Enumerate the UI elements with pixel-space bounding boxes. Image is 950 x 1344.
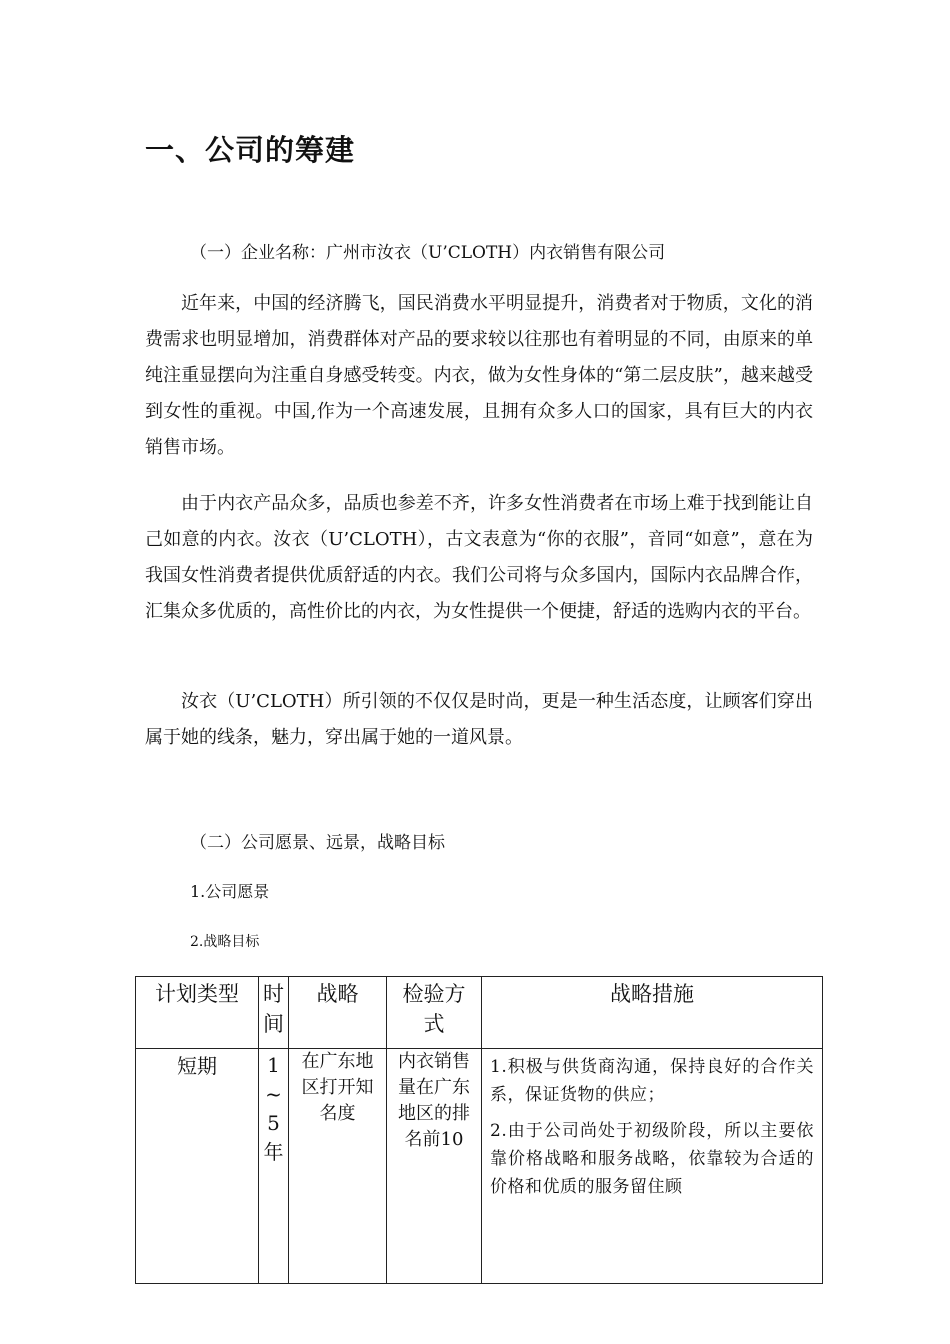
page-title: 一、公司的筹建 (145, 133, 356, 167)
table-row (136, 1049, 823, 1284)
cell-plan-type: 短期 (136, 1049, 259, 1284)
paragraph-3: 汝衣（U’CLOTH）所引领的不仅仅是时尚，更是一种生活态度，让顾客们穿出属于她的线条，魅力，穿出属于她的一道风景。 (145, 691, 813, 748)
cell-time: 1~5年 (259, 1049, 289, 1284)
strategy-table (135, 976, 823, 1284)
measure-item-2: 2.由于公司尚处于初级阶段，所以主要依靠价格战略和服务战略，依靠较为合适的价格和优质的服务留住顾 (490, 1121, 814, 1197)
header-measures: 战略措施 (482, 977, 823, 1049)
section-2-item-2: 2.战略目标 (190, 934, 260, 950)
header-plan-type: 计划类型 (136, 977, 259, 1049)
cell-method: 内衣销售量在广东地区的排名前10 (387, 1049, 482, 1284)
section-2-title: （二）公司愿景、远景，战略目标 (190, 833, 445, 853)
section-1-title: （一）企业名称：广州市汝衣（U’CLOTH）内衣销售有限公司 (190, 243, 666, 263)
measure-item-1: 1.积极与供货商沟通，保持良好的合作关系，保证货物的供应； (490, 1057, 814, 1105)
cell-strategy: 在广东地区打开知名度 (289, 1049, 387, 1284)
header-method: 检验方式 (387, 977, 482, 1049)
header-strategy: 战略 (289, 977, 387, 1049)
paragraph-1: 近年来，中国的经济腾飞，国民消费水平明显提升，消费者对于物质，文化的消费需求也明显增加，消费群体对产品的要求较以往那也有着明显的不同，由原来的单纯注重显摆向为注重自身感受转变。内衣，做为女性身体的“第二层皮肤”，越来越受到女性的重视。中国,作为一个高速发展，且拥有众多人口的国家，具有巨大的内衣销售市场。 (145, 293, 813, 458)
table-header-row (136, 977, 823, 1049)
header-time: 时间 (259, 977, 289, 1049)
section-2-item-1: 1.公司愿景 (190, 882, 270, 901)
paragraph-2: 由于内衣产品众多，品质也参差不齐，许多女性消费者在市场上难于找到能让自己如意的内衣。汝衣（U’CLOTH），古文表意为“你的衣服”，音同“如意”，意在为我国女性消费者提供优质舒适的内衣。我们公司将与众多国内，国际内衣品牌合作，汇集众多优质的，高性价比的内衣，为女性提供一个便捷，舒适的选购内衣的平台。 (145, 493, 813, 622)
cell-measures (482, 1049, 823, 1284)
